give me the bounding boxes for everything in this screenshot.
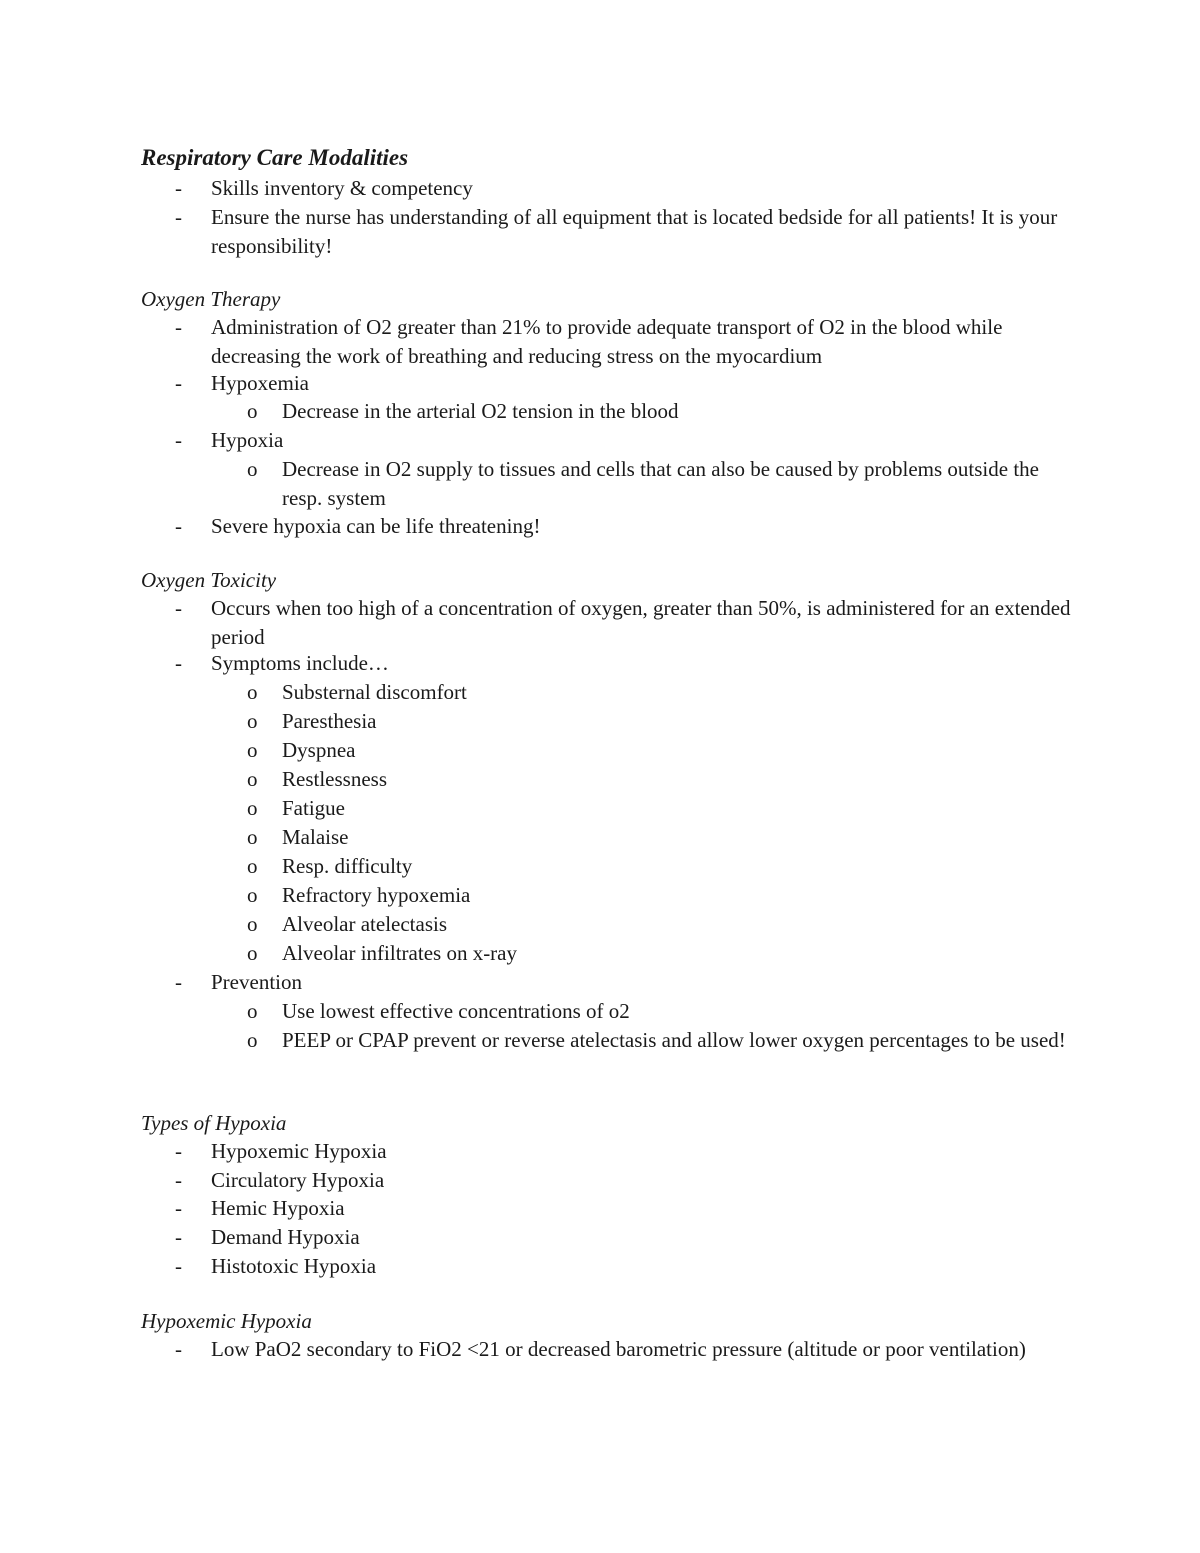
sub-list-item-text: Alveolar infiltrates on x-ray: [282, 941, 517, 965]
sub-list-item-text: Decrease in the arterial O2 tension in the blood: [282, 399, 679, 423]
sub-list-item-text: Dyspnea: [282, 738, 356, 762]
bullet-marker: -: [175, 1225, 182, 1249]
sub-list-item-text: Malaise: [282, 825, 349, 849]
list-item-text: Demand Hypoxia: [211, 1225, 360, 1249]
sub-list-item-text: Fatigue: [282, 796, 345, 820]
bullet-marker: -: [175, 428, 182, 452]
list-item-text: Histotoxic Hypoxia: [211, 1254, 377, 1278]
list-item-text: Symptoms include…: [211, 651, 389, 675]
list-item-text: Hypoxemic Hypoxia: [211, 1139, 387, 1163]
section-heading: Oxygen Therapy: [141, 287, 281, 311]
bullet-marker: -: [175, 1139, 182, 1163]
sub-list-item-text: Refractory hypoxemia: [282, 883, 471, 907]
list-item-text: Hemic Hypoxia: [211, 1196, 345, 1220]
bullet-marker: -: [175, 371, 182, 395]
section-heading: Types of Hypoxia: [141, 1111, 287, 1135]
list-item-text: Prevention: [211, 970, 302, 994]
sub-list-item-text: Paresthesia: [282, 709, 377, 733]
bullet-marker: -: [175, 1254, 182, 1278]
list-item-text: Administration of O2 greater than 21% to provide adequate transport of O2 in the blood while decreasing the work of breathing and reducing stress on the myocardium: [211, 315, 1003, 368]
sub-list-item-text: Alveolar atelectasis: [282, 912, 448, 936]
bullet-marker: -: [175, 514, 182, 538]
sub-bullet-marker: o: [247, 399, 258, 423]
list-item-text: Ensure the nurse has understanding of all equipment that is located bedside for all patients! It is your responsibility!: [211, 205, 1058, 258]
list-item-text: Low PaO2 secondary to FiO2 <21 or decreased barometric pressure (altitude or poor ventilation): [211, 1337, 1026, 1361]
bullet-marker: -: [175, 651, 182, 675]
sub-bullet-marker: o: [247, 680, 258, 704]
bullet-marker: -: [175, 970, 182, 994]
sub-bullet-marker: o: [247, 1028, 258, 1052]
sub-list-item-text: Substernal discomfort: [282, 680, 467, 704]
list-item-text: Skills inventory & competency: [211, 176, 473, 200]
sub-bullet-marker: o: [247, 825, 258, 849]
sub-list-item-text: Decrease in O2 supply to tissues and cells that can also be caused by problems outside the resp. system: [282, 457, 1039, 510]
sub-list-item-text: Use lowest effective concentrations of o2: [282, 999, 630, 1023]
section-heading: Hypoxemic Hypoxia: [141, 1309, 312, 1333]
bullet-marker: -: [175, 205, 182, 229]
sub-list-item-text: PEEP or CPAP prevent or reverse atelectasis and allow lower oxygen percentages to be used!: [282, 1028, 1066, 1052]
sub-bullet-marker: o: [247, 738, 258, 762]
bullet-marker: -: [175, 315, 182, 339]
list-item-text: Occurs when too high of a concentration of oxygen, greater than 50%, is administered for an extended period: [211, 596, 1071, 649]
sub-bullet-marker: o: [247, 796, 258, 820]
list-item-text: Circulatory Hypoxia: [211, 1168, 385, 1192]
bullet-marker: -: [175, 176, 182, 200]
sub-bullet-marker: o: [247, 457, 258, 481]
sub-list-item-text: Restlessness: [282, 767, 387, 791]
sub-bullet-marker: o: [247, 883, 258, 907]
sub-bullet-marker: o: [247, 941, 258, 965]
bullet-marker: -: [175, 1196, 182, 1220]
list-item-text: Hypoxia: [211, 428, 284, 452]
sub-list-item-text: Resp. difficulty: [282, 854, 413, 878]
bullet-marker: -: [175, 1337, 182, 1361]
bullet-marker: -: [175, 1168, 182, 1192]
list-item-text: Severe hypoxia can be life threatening!: [211, 514, 541, 538]
bullet-marker: -: [175, 596, 182, 620]
sub-bullet-marker: o: [247, 854, 258, 878]
section-heading: Oxygen Toxicity: [141, 568, 277, 592]
document-title: Respiratory Care Modalities: [141, 145, 409, 170]
sub-bullet-marker: o: [247, 999, 258, 1023]
sub-bullet-marker: o: [247, 709, 258, 733]
sub-bullet-marker: o: [247, 912, 258, 936]
list-item-text: Hypoxemia: [211, 371, 309, 395]
sub-bullet-marker: o: [247, 767, 258, 791]
